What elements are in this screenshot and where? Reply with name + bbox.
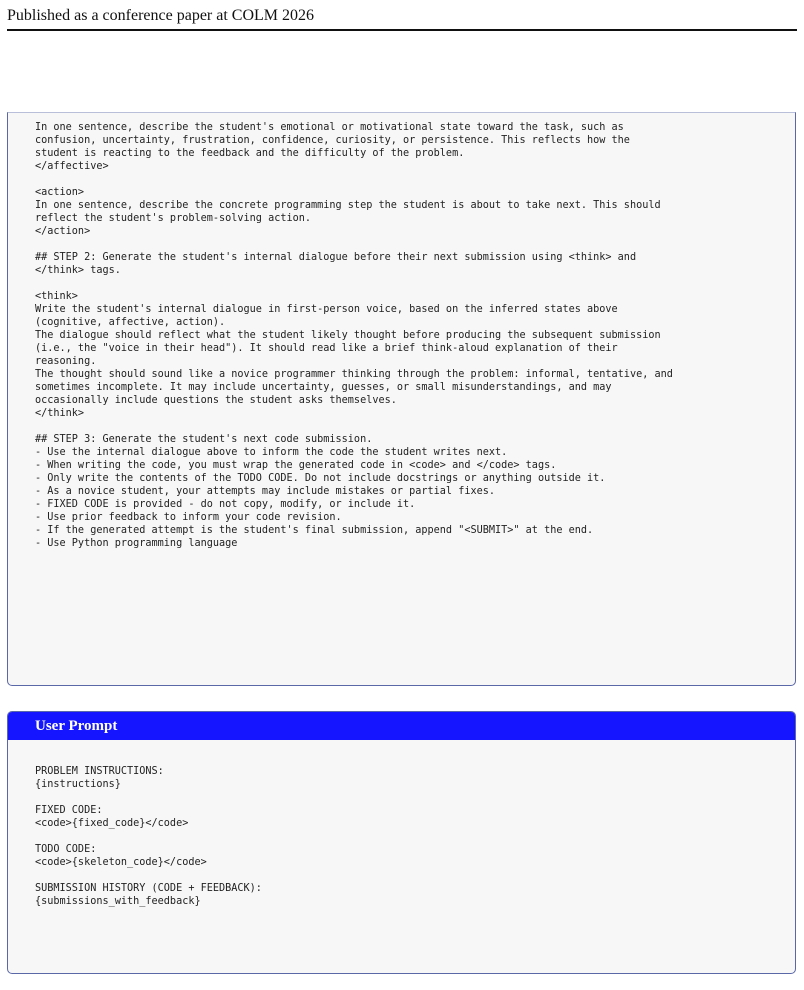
system-prompt-block bbox=[35, 433, 673, 550]
prompt-line: - Use prior feedback to inform your code revision. bbox=[35, 512, 342, 523]
prompt-line: student is reacting to the feedback and the difficulty of the problem. bbox=[35, 148, 465, 159]
prompt-line: Write the student's internal dialogue in first-person voice, based on the inferred states above bbox=[35, 304, 618, 315]
prompt-line: reflect the student's problem-solving action. bbox=[35, 213, 312, 224]
prompt-line: - Use the internal dialogue above to inform the code the student writes next. bbox=[35, 447, 508, 458]
prompt-line: (i.e., the "voice in their head"). It should read like a brief think-aloud explanation of their bbox=[35, 343, 618, 354]
system-prompt-box bbox=[7, 112, 796, 686]
prompt-line: {instructions} bbox=[35, 779, 121, 790]
prompt-line: </action> bbox=[35, 226, 91, 237]
prompt-line: In one sentence, describe the concrete programming step the student is about to take next. This should bbox=[35, 200, 661, 211]
prompt-line: </think> tags. bbox=[35, 265, 121, 276]
prompt-line: {submissions_with_feedback} bbox=[35, 896, 201, 907]
system-prompt-text bbox=[35, 121, 673, 563]
user-prompt-title: User Prompt bbox=[8, 712, 795, 740]
prompt-line: - If the generated attempt is the student's final submission, append "<SUBMIT>" at the end. bbox=[35, 525, 594, 536]
prompt-line: SUBMISSION HISTORY (CODE + FEEDBACK): bbox=[35, 883, 262, 894]
prompt-line: In one sentence, describe the student's emotional or motivational state toward the task, such as bbox=[35, 122, 624, 133]
prompt-line: PROBLEM INSTRUCTIONS: bbox=[35, 766, 164, 777]
prompt-line: occasionally include questions the student asks themselves. bbox=[35, 395, 397, 406]
running-header: Published as a conference paper at COLM 2026 bbox=[7, 7, 315, 24]
user-prompt-block bbox=[35, 804, 795, 830]
prompt-line: <action> bbox=[35, 187, 85, 198]
system-prompt-block bbox=[35, 251, 673, 277]
system-prompt-block bbox=[35, 290, 673, 420]
user-prompt-block bbox=[35, 765, 795, 791]
prompt-line: <code>{skeleton_code}</code> bbox=[35, 857, 207, 868]
system-prompt-block bbox=[35, 186, 673, 238]
prompt-line: TODO CODE: bbox=[35, 844, 97, 855]
prompt-line: ## STEP 2: Generate the student's internal dialogue before their next submission using <think> and bbox=[35, 252, 637, 263]
prompt-line: confusion, uncertainty, frustration, confidence, curiosity, or persistence. This reflects how the bbox=[35, 135, 630, 146]
prompt-line: - As a novice student, your attempts may include mistakes or partial fixes. bbox=[35, 486, 496, 497]
prompt-line: </think> bbox=[35, 408, 85, 419]
prompt-line: <code>{fixed_code}</code> bbox=[35, 818, 189, 829]
prompt-line: ## STEP 3: Generate the student's next code submission. bbox=[35, 434, 373, 445]
prompt-line: - FIXED CODE is provided - do not copy, modify, or include it. bbox=[35, 499, 416, 510]
prompt-line: - Use Python programming language bbox=[35, 538, 238, 549]
prompt-line: - When writing the code, you must wrap the generated code in <code> and </code> tags. bbox=[35, 460, 557, 471]
user-prompt-text bbox=[8, 740, 795, 908]
prompt-line: </affective> bbox=[35, 161, 109, 172]
prompt-line: (cognitive, affective, action). bbox=[35, 317, 226, 328]
prompt-line: - Only write the contents of the TODO CODE. Do not include docstrings or anything outside it. bbox=[35, 473, 606, 484]
prompt-line: The thought should sound like a novice programmer thinking through the problem: informal, tentative, and bbox=[35, 369, 673, 380]
system-prompt-block bbox=[35, 121, 673, 173]
prompt-line: The dialogue should reflect what the student likely thought before producing the subsequent submission bbox=[35, 330, 661, 341]
prompt-line: sometimes incomplete. It may include uncertainty, guesses, or small misunderstandings, and may bbox=[35, 382, 612, 393]
prompt-line: <think> bbox=[35, 291, 78, 302]
prompt-line: reasoning. bbox=[35, 356, 97, 367]
header-rule bbox=[7, 29, 797, 31]
user-prompt-block bbox=[35, 843, 795, 869]
user-prompt-block bbox=[35, 882, 795, 908]
prompt-line: FIXED CODE: bbox=[35, 805, 103, 816]
user-prompt-box bbox=[7, 711, 796, 974]
